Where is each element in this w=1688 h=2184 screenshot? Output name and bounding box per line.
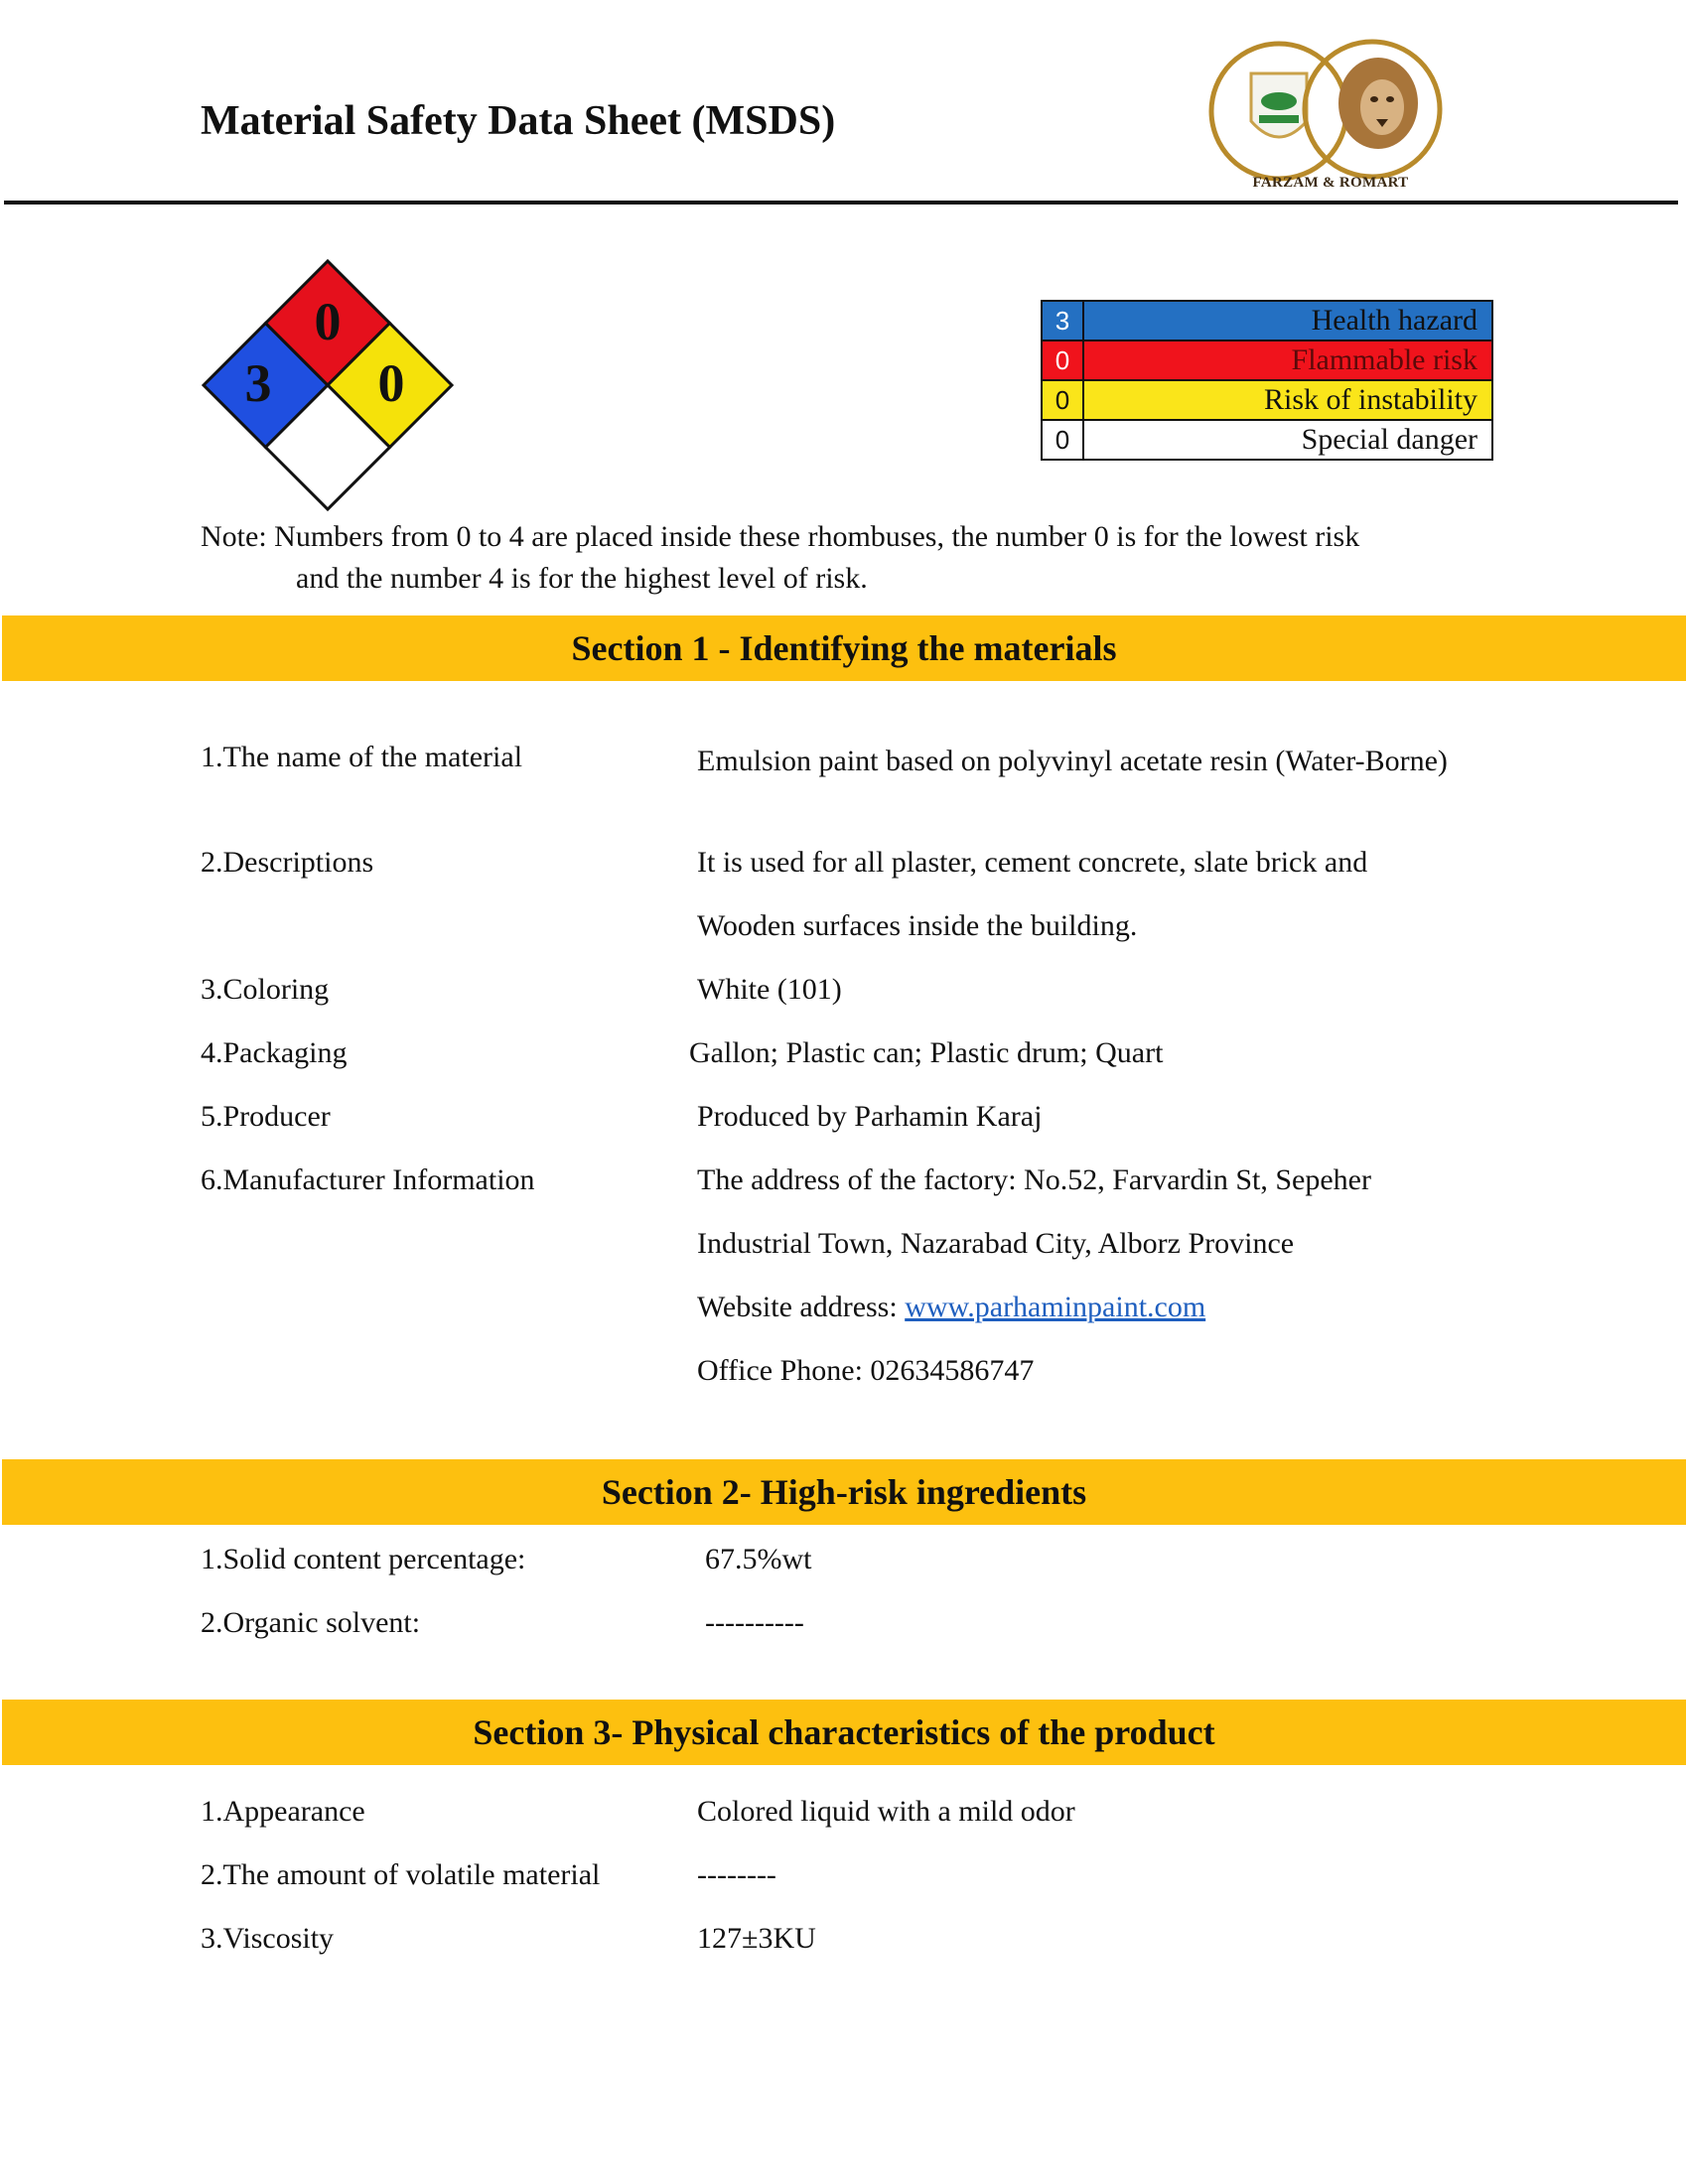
website-label: Website address: xyxy=(697,1291,906,1323)
row-label: 2.Descriptions xyxy=(201,846,374,879)
legend-row xyxy=(1042,341,1492,380)
row-label: 1.The name of the material xyxy=(201,741,523,773)
row-value: Produced by Parhamin Karaj xyxy=(697,1100,1043,1133)
row-value: 67.5%wt xyxy=(705,1543,812,1575)
row-label: 1.Solid content percentage: xyxy=(201,1543,526,1575)
legend-row xyxy=(1042,420,1492,460)
section-2-header: Section 2- High-risk ingredients xyxy=(2,1459,1686,1525)
row-value: Gallon; Plastic can; Plastic drum; Quart xyxy=(689,1036,1164,1069)
row-value: -------- xyxy=(697,1858,776,1891)
legend-label: Risk of instability xyxy=(1083,380,1492,420)
legend-label: Health hazard xyxy=(1083,301,1492,341)
nfpa-flammability-value: 0 xyxy=(314,292,342,351)
legend-code: 0 xyxy=(1042,341,1083,380)
legend-code: 3 xyxy=(1042,301,1083,341)
row-value: 127±3KU xyxy=(697,1922,816,1955)
hazard-note xyxy=(201,516,1511,600)
row-label: 2.The amount of volatile material xyxy=(201,1858,601,1891)
row-label: 4.Packaging xyxy=(201,1036,348,1069)
legend-code: 0 xyxy=(1042,420,1083,460)
company-logo xyxy=(1201,22,1460,199)
legend-row xyxy=(1042,380,1492,420)
section-3-header: Section 3- Physical characteristics of the product xyxy=(2,1700,1686,1765)
row-label: 3.Coloring xyxy=(201,973,330,1006)
legend-row xyxy=(1042,301,1492,341)
row-value-continued: Wooden surfaces inside the building. xyxy=(697,909,1138,942)
row-value: It is used for all plaster, cement concrete, slate brick and xyxy=(697,846,1368,879)
nfpa-diamond xyxy=(199,256,457,514)
nfpa-health-value: 3 xyxy=(244,353,272,413)
row-value: The address of the factory: No.52, Farvardin St, Sepeher xyxy=(697,1163,1371,1196)
row-value-continued: Industrial Town, Nazarabad City, Alborz Province xyxy=(697,1227,1295,1260)
nfpa-instability-value: 0 xyxy=(377,353,405,413)
section-1-header: Section 1 - Identifying the materials xyxy=(2,615,1686,681)
row-value: Emulsion paint based on polyvinyl acetate resin (Water-Borne) xyxy=(697,745,1448,777)
row-label: 3.Viscosity xyxy=(201,1922,335,1955)
row-value: Colored liquid with a mild odor xyxy=(697,1795,1075,1828)
office-phone: Office Phone: 02634586747 xyxy=(697,1354,1035,1387)
header-divider xyxy=(4,201,1678,205)
logo-caption: FARZAM & ROMART xyxy=(1252,175,1409,191)
legend-label: Flammable risk xyxy=(1083,341,1492,380)
row-label: 1.Appearance xyxy=(201,1795,365,1828)
note-line-2: and the number 4 is for the highest level of risk. xyxy=(296,562,868,595)
hazard-legend-table xyxy=(1041,300,1493,461)
row-label: 2.Organic solvent: xyxy=(201,1606,421,1639)
row-value: White (101) xyxy=(697,973,842,1006)
row-value: ---------- xyxy=(705,1606,804,1639)
row-label: 5.Producer xyxy=(201,1100,331,1133)
page-title: Material Safety Data Sheet (MSDS) xyxy=(201,98,836,144)
legend-code: 0 xyxy=(1042,380,1083,420)
legend-label: Special danger xyxy=(1083,420,1492,460)
website-row xyxy=(697,1291,1205,1324)
website-link[interactable]: www.parhaminpaint.com xyxy=(905,1291,1206,1323)
note-line-1: Note: Numbers from 0 to 4 are placed inside these rhombuses, the number 0 is for the lowest risk xyxy=(201,520,1360,553)
row-label: 6.Manufacturer Information xyxy=(201,1163,535,1196)
